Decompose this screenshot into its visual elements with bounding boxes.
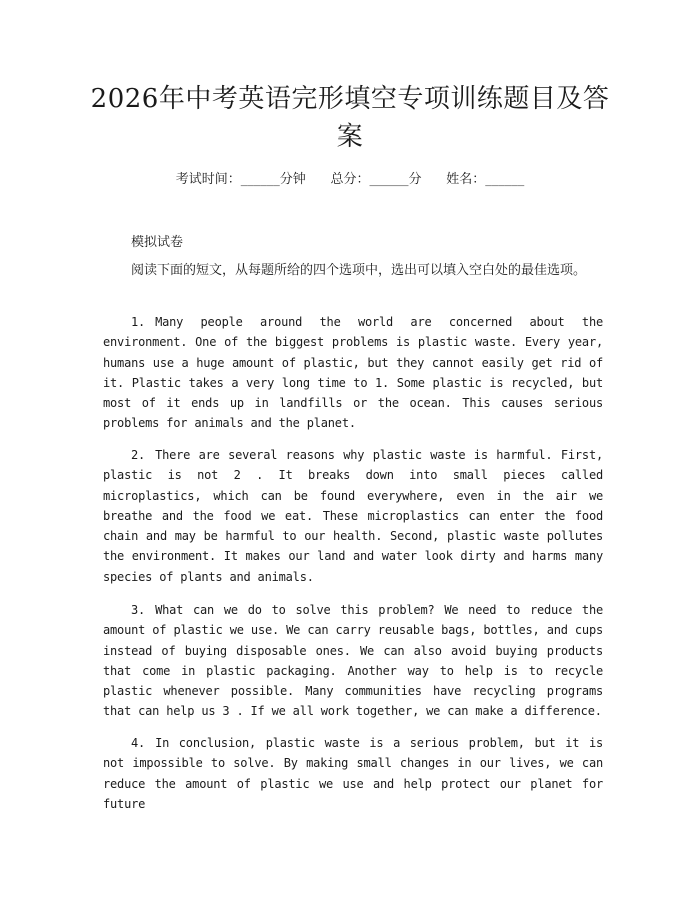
passage-paragraph-2: [103, 445, 603, 587]
paragraph-number: 1.: [131, 315, 146, 329]
passage-paragraph-1: [103, 312, 603, 434]
passage-paragraph-4: [103, 733, 603, 814]
section-label: 模拟试卷: [131, 235, 184, 250]
paragraph-number: 3.: [131, 603, 146, 617]
paragraph-text: There are several reasons why plastic waste is harmful. First, plastic is not 2 . It breaks down into small pieces called microplastics, which can be found everywhere, even in the air we breathe and the food we eat. These microplastics can enter the food chain and may be harmful to our health. Second, plastic waste pollutes the environment. It makes our land and water look dirty and harms many species of plants and animals.: [103, 448, 603, 584]
paragraph-text: What can we do to solve this problem? We need to reduce the amount of plastic we use. We can carry reusable bags, bottles, and cups instead of buying disposable ones. We can also avoid buying products that come in plastic packaging. Another way to help is to recycle plastic whenever possible. Many communities have recycling programs that can help us 3 . If we all work together, we can make a difference.: [103, 603, 603, 719]
exam-info-line: 考试时间：______分钟 总分：______分 姓名：______: [175, 172, 525, 187]
paragraph-text: In conclusion, plastic waste is a serious problem, but it is not impossible to solve. By making small changes in our lives, we can reduce the amount of plastic we use and help protect our planet for future: [103, 736, 603, 811]
document-title: 2026年中考英语完形填空专项训练题目及答案: [90, 84, 610, 152]
paragraph-text: Many people around the world are concerned about the environment. One of the biggest problems is plastic waste. Every year, humans use a huge amount of plastic, but they cannot easily get rid of it. Plastic takes a very long time to 1. Some plastic is recycled, but most of it ends up in landfills or the ocean. This causes serious problems for animals and the planet.: [103, 315, 603, 431]
paragraph-number: 4.: [131, 736, 146, 750]
passage-paragraph-3: [103, 600, 603, 722]
paragraph-number: 2.: [131, 448, 146, 462]
instructions-text: 阅读下面的短文，从每题所给的四个选项中，选出可以填入空白处的最佳选项。: [131, 263, 587, 278]
